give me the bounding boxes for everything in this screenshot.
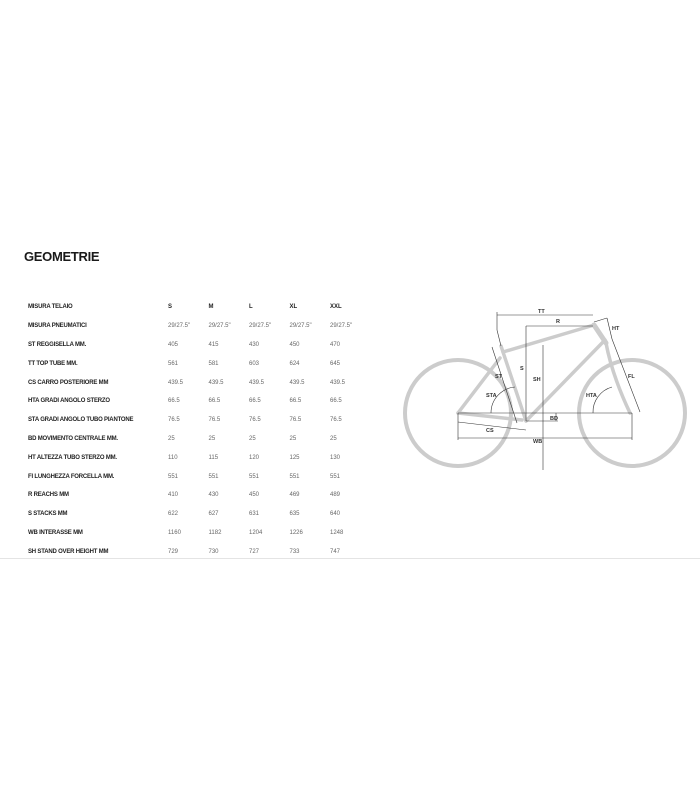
label-bd: BD: [550, 416, 558, 422]
row-label: STA GRADI ANGOLO TUBO PIANTONE: [28, 417, 134, 424]
table-cell: 415: [208, 341, 219, 348]
table-cell: 25: [330, 435, 337, 442]
table-cell: 29/27.5": [208, 323, 231, 330]
table-cell: 551: [168, 473, 179, 480]
table-cell: 66.5: [249, 398, 261, 405]
row-label: HTA GRADI ANGOLO STERZO: [28, 398, 110, 405]
table-cell: 76.5: [289, 417, 302, 424]
label-sta: STA: [486, 393, 497, 399]
label-r: R: [556, 319, 560, 325]
seat-tube: [501, 346, 526, 421]
table-cell: 25: [208, 435, 216, 442]
table-cell: 561: [168, 360, 179, 367]
label-ht: HT: [612, 326, 620, 332]
table-cell: 450: [289, 341, 300, 348]
size-header: S: [168, 304, 173, 311]
page-title: GEOMETRIE: [24, 249, 100, 264]
top-tube: [503, 325, 594, 352]
row-label: ST REGGISELLA MM.: [28, 341, 87, 348]
table-cell: 624: [289, 360, 300, 367]
table-cell: 29/27.5": [330, 323, 353, 330]
table-cell: 1204: [249, 529, 263, 536]
table-cell: 439.5: [168, 379, 184, 386]
row-label: CS CARRO POSTERIORE MM: [28, 379, 109, 386]
table-cell: 430: [249, 341, 260, 348]
table-cell: 110: [168, 454, 178, 461]
table-cell: 120: [249, 454, 260, 461]
row-label: FI LUNGHEZZA FORCELLA MM.: [28, 473, 115, 480]
table-cell: 439.5: [330, 379, 346, 386]
label-sh: SH: [533, 377, 541, 383]
table-cell: 66.5: [289, 398, 302, 405]
table-cell: 729: [168, 548, 179, 555]
table-cell: 430: [208, 492, 219, 499]
table-cell: 469: [289, 492, 300, 499]
table-cell: 439.5: [289, 379, 305, 386]
table-cell: 470: [330, 341, 341, 348]
size-header: XXL: [330, 304, 342, 311]
row-label: TT TOP TUBE MM.: [28, 360, 78, 367]
table-cell: 25: [289, 435, 297, 442]
table-cell: 25: [249, 435, 256, 442]
table-cell: 25: [168, 435, 175, 442]
table-cell: 635: [289, 511, 300, 518]
table-cell: 551: [330, 473, 341, 480]
row-label: HT ALTEZZA TUBO STERZO MM.: [28, 454, 117, 461]
table-cell: 439.5: [208, 379, 224, 386]
table-cell: 603: [249, 360, 260, 367]
table-cell: 1248: [330, 529, 344, 536]
size-header: M: [208, 304, 214, 311]
table-cell: 640: [330, 511, 341, 518]
label-tt: TT: [538, 309, 545, 315]
size-header: XL: [289, 304, 298, 311]
table-cell: 622: [168, 511, 179, 518]
table-cell: 645: [330, 360, 341, 367]
table-cell: 631: [249, 511, 260, 518]
size-header: L: [249, 304, 253, 311]
label-fl: FL: [628, 374, 635, 380]
table-cell: 29/27.5": [249, 323, 272, 330]
fork: [606, 343, 630, 413]
table-cell: 730: [208, 548, 219, 555]
table-cell: 29/27.5": [289, 323, 312, 330]
table-cell: 727: [249, 548, 260, 555]
row-label: WB INTERASSE MM: [28, 529, 83, 536]
row-label: S STACKS MM: [28, 511, 68, 518]
table-cell: 410: [168, 492, 179, 499]
table-cell: 66.5: [208, 398, 221, 405]
label-s: S: [520, 366, 524, 372]
table-cell: 76.5: [168, 417, 180, 424]
row-label: BD MOVIMENTO CENTRALE MM.: [28, 435, 118, 442]
table-cell: 125: [289, 454, 300, 461]
table-cell: 439.5: [249, 379, 265, 386]
table-cell: 551: [208, 473, 219, 480]
table-cell: 66.5: [330, 398, 342, 405]
label-wb: WB: [533, 439, 543, 445]
table-cell: 405: [168, 341, 179, 348]
table-cell: 130: [330, 454, 341, 461]
table-cell: 581: [208, 360, 219, 367]
table-cell: 76.5: [249, 417, 261, 424]
table-cell: 76.5: [330, 417, 342, 424]
table-cell: 489: [330, 492, 341, 499]
table-cell: 1182: [208, 529, 222, 536]
row-label: MISURA PNEUMATICI: [28, 323, 87, 330]
row-label: R REACHS MM: [28, 492, 69, 499]
label-st: ST: [495, 374, 503, 380]
table-cell: 29/27.5": [168, 323, 191, 330]
table-cell: 1226: [289, 529, 303, 536]
label-hta: HTA: [586, 393, 597, 399]
table-cell: 733: [289, 548, 300, 555]
table-cell: 1160: [168, 529, 181, 536]
table-cell: 76.5: [208, 417, 221, 424]
table-cell: 66.5: [168, 398, 180, 405]
row-label: SH STAND OVER HEIGHT MM: [28, 548, 109, 555]
table-cell: 627: [208, 511, 219, 518]
table-cell: 747: [330, 548, 341, 555]
table-cell: 551: [289, 473, 300, 480]
row-label: MISURA TELAIO: [28, 304, 73, 311]
table-cell: 450: [249, 492, 260, 499]
table-cell: 551: [249, 473, 260, 480]
label-cs: CS: [486, 428, 494, 434]
table-cell: 115: [208, 454, 219, 461]
